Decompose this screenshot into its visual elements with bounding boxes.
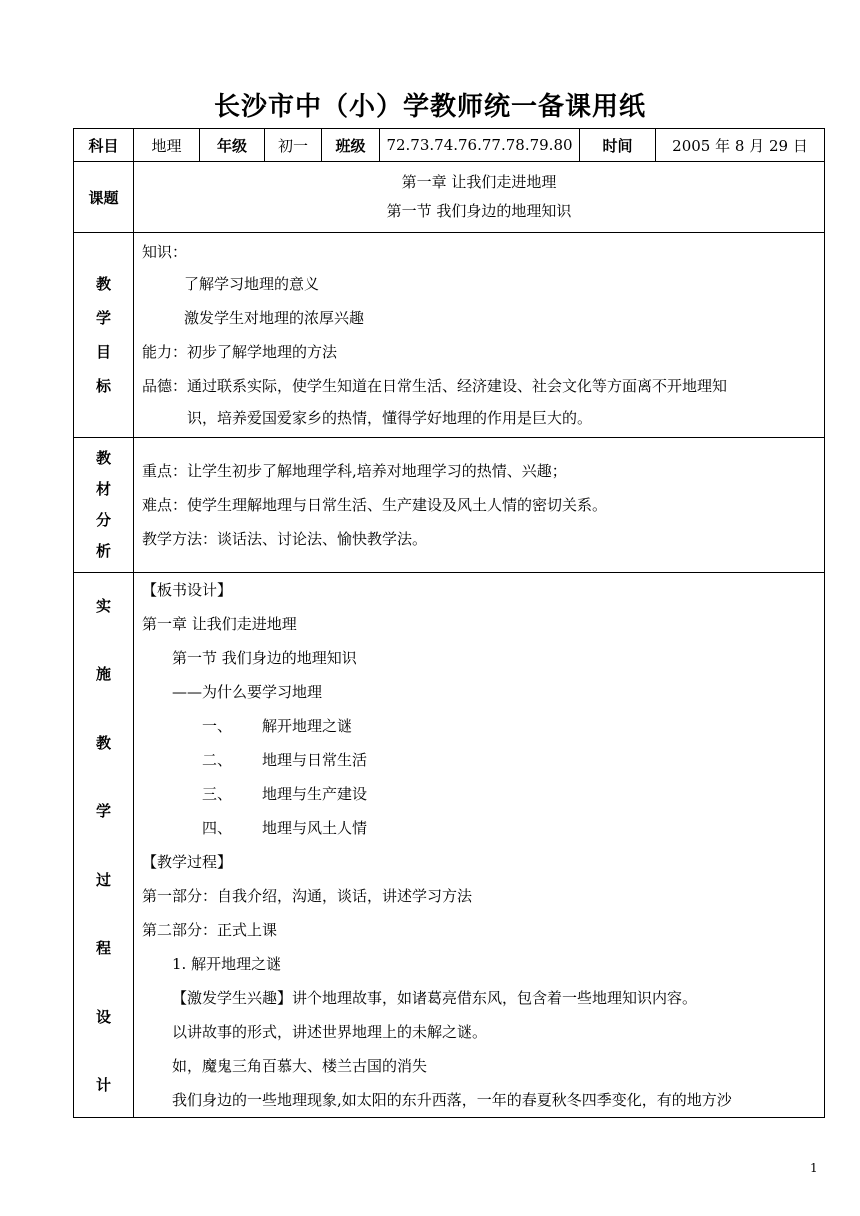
process-phenomena: 我们身边的一些地理现象,如太阳的东升西落，一年的春夏秋冬四季变化，有的地方沙 xyxy=(172,1091,732,1109)
design-label-char: 过 xyxy=(95,870,111,889)
header-row xyxy=(74,129,825,162)
analysis-label-char: 分 xyxy=(95,511,111,529)
design-row xyxy=(74,573,825,1118)
board-chapter: 第一章 让我们走进地理 xyxy=(142,615,297,633)
topic-row xyxy=(74,162,825,233)
goals-line: 知识： xyxy=(142,243,188,261)
board-item-num: 三、 xyxy=(202,785,233,803)
grade-label: 年级 xyxy=(200,129,265,162)
goals-label-char: 目 xyxy=(95,343,111,361)
goals-label-char: 教 xyxy=(95,275,111,293)
goals-label-char: 学 xyxy=(95,309,111,327)
goals-label xyxy=(74,233,134,438)
lesson-plan-table xyxy=(73,128,825,1118)
goals-content xyxy=(134,233,825,438)
subject-label: 科目 xyxy=(74,129,134,162)
analysis-content xyxy=(134,438,825,573)
board-item-text: 地理与日常生活 xyxy=(262,751,368,769)
board-subtitle: ——为什么要学习地理 xyxy=(172,683,323,701)
goals-line: 激发学生对地理的浓厚兴趣 xyxy=(184,309,365,327)
board-item xyxy=(142,777,824,811)
grade-value: 初一 xyxy=(265,129,322,162)
design-label-char: 程 xyxy=(95,939,111,958)
analysis-line: 重点：让学生初步了解地理学科,培养对地理学习的热情、兴趣； xyxy=(142,462,567,480)
design-label-stack xyxy=(74,595,133,1095)
design-label-char: 设 xyxy=(95,1007,111,1026)
page-title: 长沙市中（小）学教师统一备课用纸 xyxy=(213,92,646,122)
board-heading: 【板书设计】 xyxy=(142,581,233,599)
process-heading: 【教学过程】 xyxy=(142,853,233,871)
design-label-char: 学 xyxy=(95,802,111,821)
topic-label: 课题 xyxy=(74,162,134,233)
process-story: 以讲故事的形式，讲述世界地理上的未解之谜。 xyxy=(172,1023,488,1041)
class-label: 班级 xyxy=(322,129,380,162)
board-item-text: 地理与风土人情 xyxy=(262,819,368,837)
board-item-text: 解开地理之谜 xyxy=(262,717,353,735)
page-number: 1 xyxy=(810,1161,818,1175)
process-part2: 第二部分：正式上课 xyxy=(142,921,278,939)
design-label xyxy=(74,573,134,1118)
design-label-char: 实 xyxy=(95,597,111,615)
board-item-num: 二、 xyxy=(202,751,233,769)
board-item-num: 一、 xyxy=(202,717,233,735)
board-item xyxy=(142,811,824,845)
time-value: 2005 年 8 月 29 日 xyxy=(656,129,825,162)
design-label-char: 教 xyxy=(95,733,111,752)
process-interest: 【激发学生兴趣】讲个地理故事，如诸葛亮借东风，包含着一些地理知识内容。 xyxy=(172,989,698,1007)
process-part1: 第一部分：自我介绍，沟通，谈话，讲述学习方法 xyxy=(142,887,473,905)
goals-line: 识，培养爱国爱家乡的热情，懂得学好地理的作用是巨大的。 xyxy=(187,409,593,427)
analysis-line: 教学方法：谈话法、讨论法、愉快教学法。 xyxy=(142,530,428,548)
topic-chapter: 第一章 让我们走进地理 xyxy=(401,173,557,191)
design-content xyxy=(134,573,825,1118)
goals-line: 能力：初步了解学地理的方法 xyxy=(142,343,338,361)
topic-content xyxy=(134,162,825,233)
time-label: 时间 xyxy=(580,129,656,162)
goals-line: 了解学习地理的意义 xyxy=(184,275,320,293)
board-item-text: 地理与生产建设 xyxy=(262,785,368,803)
analysis-label-char: 材 xyxy=(95,480,111,498)
analysis-label-char: 教 xyxy=(95,449,111,467)
board-section: 第一节 我们身边的地理知识 xyxy=(172,649,357,667)
design-label-char: 计 xyxy=(95,1075,111,1094)
process-example: 如，魔鬼三角百慕大、楼兰古国的消失 xyxy=(172,1057,428,1075)
subject-value: 地理 xyxy=(134,129,200,162)
topic-section: 第一节 我们身边的地理知识 xyxy=(386,202,572,220)
analysis-line: 难点：使学生理解地理与日常生活、生产建设及风土人情的密切关系。 xyxy=(142,496,608,514)
board-item xyxy=(142,709,824,743)
process-step1: 1. 解开地理之谜 xyxy=(172,955,282,973)
design-label-char: 施 xyxy=(95,665,111,684)
class-value: 72.73.74.76.77.78.79.80 xyxy=(380,129,580,162)
analysis-label xyxy=(74,438,134,573)
analysis-label-char: 析 xyxy=(95,542,111,560)
board-item xyxy=(142,743,824,777)
goals-label-char: 标 xyxy=(95,377,111,395)
analysis-row xyxy=(74,438,825,573)
board-item-num: 四、 xyxy=(202,819,233,837)
goals-row xyxy=(74,233,825,438)
goals-line: 品德：通过联系实际，使学生知道在日常生活、经济建设、社会文化等方面离不开地理知 xyxy=(142,377,728,395)
